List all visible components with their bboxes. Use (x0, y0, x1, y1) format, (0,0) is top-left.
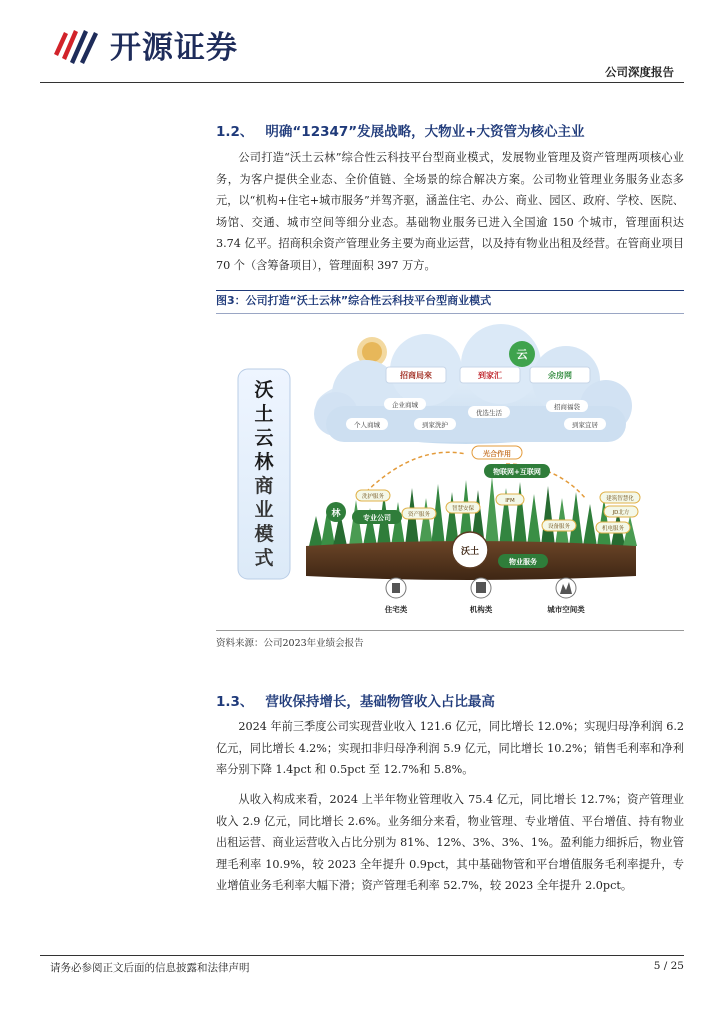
side-title-char: 沃 (254, 379, 274, 401)
cycle-arrows (366, 452, 586, 499)
header-divider (40, 82, 684, 83)
category-label: 住宅类 (384, 605, 408, 614)
tree-shape (485, 476, 499, 546)
figure-source: 资料来源：公司2023年业绩会报告 (216, 630, 684, 649)
body-paragraph: 从收入构成来看，2024 上半年物业管理收入 75.4 亿元，同比增长 12.7%；资产管理业收入 2.9 亿元，同比增长 2.6%。业务细分来看，物业管理、专业增值、平台增值、持有物业出租运营、商业运营收入占比分别为 81%、12%、3%、3%、1%。盈利能力细拆后，物业管理毛利率 10.9%，较 2023 全年提升 0.9pct，其中基础物管和平台增值服务毛利率提升，专业增值业务毛利率大幅下滑；资产管理毛利率 52.7%，较 2023 全年提升 2.0pct。 (216, 793, 684, 892)
cloud-service-item: 到家宜居 (572, 421, 598, 429)
cloud-label: 云 (516, 348, 528, 361)
side-title-char: 云 (254, 427, 274, 449)
section-number: 1.2、 (216, 124, 254, 140)
tree-shape (541, 486, 555, 546)
section-title: 明确“12347”发展战略，大物业+大资管为核心主业 (265, 124, 585, 140)
side-title-char: 林 (254, 451, 274, 473)
residential-icon (392, 583, 400, 593)
side-title-char: 商 (254, 475, 274, 497)
institution-icon (476, 582, 486, 593)
brand-daojiahui: 到家汇 (478, 371, 502, 380)
body-paragraph: 公司打造“沃土云林”综合性云科技平台型商业模式，发展物业管理及资产管理两项核心业务，为客户提供全业态、全价值链、全场景的综合解决方案。公司物业管理业务服务业态多元，以“机构+住宅+城市服务”并驾齐驱，涵盖住宅、办公、商业、园区、政府、学校、医院、场馆、交通、城市空间等细分业态。基础物业服务已进入全国逾 150 个城市，管理面积达 3.74 亿平。招商积余资产管理业务主要为商业运营，以及持有物业出租及经营。在管商业项目 70 个（含筹备项目），管理面积 397 万方。 (216, 151, 684, 272)
tree-shape (527, 494, 541, 546)
cloud-service-item: 招商福袋 (554, 403, 580, 411)
tree-label: IFM (505, 498, 515, 504)
category-label: 机构类 (469, 605, 493, 614)
tree-label: 智慧安保 (451, 506, 475, 512)
category-label: 城市空间类 (547, 605, 585, 614)
specialty-label: 专业公司 (363, 514, 391, 522)
tree-label: 建筑智慧化 (606, 496, 634, 502)
side-title-char: 式 (254, 547, 274, 569)
tree-shape (309, 516, 323, 546)
cloud-service-item: 到家洗护 (422, 421, 448, 429)
brand-logo-icon (50, 24, 102, 66)
brand-yufangwang: 余房网 (548, 371, 572, 380)
forest-label: 林 (331, 509, 341, 519)
section-heading (216, 120, 584, 140)
property-service-label: 物业服务 (509, 558, 537, 566)
tree-label: 机电服务 (601, 526, 625, 532)
tree-label: 洗护服务 (361, 494, 385, 500)
side-title-char: 业 (254, 499, 274, 521)
figure-diagram (216, 314, 684, 630)
category-residential (385, 578, 408, 614)
section-number: 1.3、 (216, 694, 254, 710)
brand-name: 开源证券 (110, 30, 238, 66)
photosynthesis-label: 光合作用 (483, 450, 511, 458)
cloud-badge (509, 341, 535, 367)
tree-shape (419, 498, 433, 546)
body-paragraph: 2024 年前三季度公司实现营业收入 121.6 亿元，同比增长 12.0%；实现归母净利润 6.2 亿元，同比增长 4.2%；实现扣非归母净利润 5.9 亿元，同比增长 10.2%；销售毛利率和净利率分别下降 1.4pct 和 0.5pct 至 12.7%和 5.8%。 (216, 720, 684, 776)
report-type: 公司深度报告 (605, 65, 674, 79)
side-title-char: 模 (254, 523, 274, 545)
cloud-service-item: 企业商城 (392, 401, 418, 409)
tree-label: JD北方 (612, 510, 630, 516)
section-title: 营收保持增长，基础物管收入占比最高 (265, 694, 495, 710)
brand-row (386, 367, 590, 383)
tree-shape (513, 482, 527, 546)
soil-label: 沃土 (460, 547, 480, 557)
footer-divider (40, 955, 684, 956)
brand-zhaoshang: 招商局來 (400, 371, 432, 380)
cloud-service-item: 优选生活 (476, 409, 502, 417)
tree-shape (569, 492, 583, 546)
side-title-char: 土 (254, 403, 274, 425)
tree-shape (583, 504, 597, 546)
section-heading (216, 690, 495, 710)
page-number: 5 / 25 (653, 960, 684, 972)
cloud-service-item: 个人商城 (354, 421, 380, 429)
footer-disclaimer: 请务必参阅正文后面的信息披露和法律声明 (50, 962, 250, 974)
business-model-illustration (216, 314, 684, 630)
figure-caption: 图3：公司打造“沃土云林”综合性云科技平台型商业模式 (216, 290, 684, 314)
category-institution (470, 578, 493, 614)
category-urban-space (547, 578, 585, 614)
tree-label: 设备服务 (547, 524, 571, 530)
iot-label: 物联网+互联网 (493, 468, 541, 476)
brand-logo (50, 22, 238, 67)
tree-label: 资产服务 (407, 512, 431, 518)
